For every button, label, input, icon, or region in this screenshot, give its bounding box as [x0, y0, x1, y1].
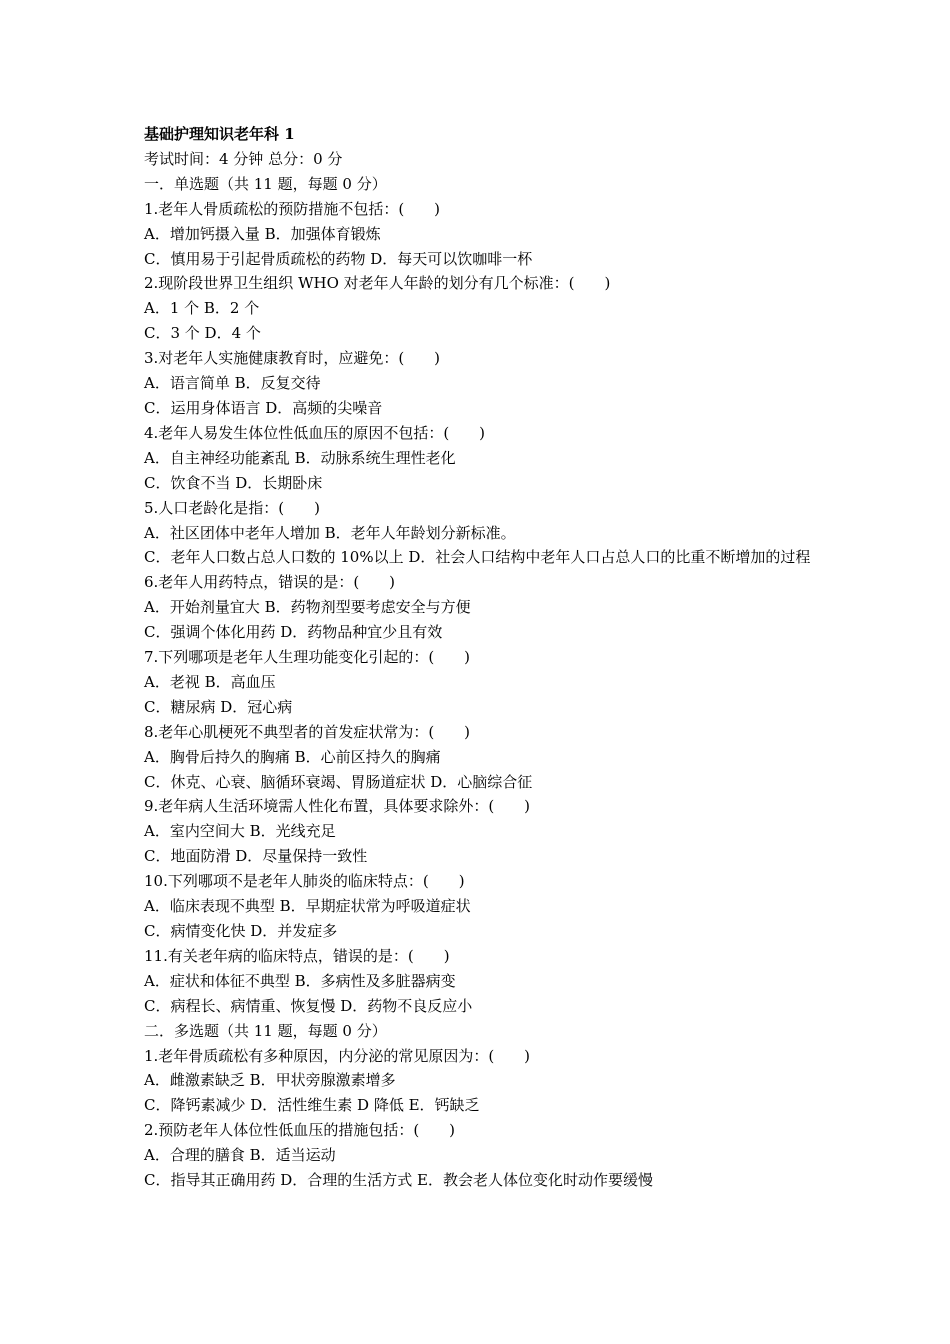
- options-9-cd: C．地面防滑 D．尽量保持一致性: [144, 847, 368, 866]
- options-5-ab: A．社区团体中老年人增加 B．老年人年龄划分新标准。: [144, 523, 516, 542]
- options-3-cd: C．运用身体语言 D．高频的尖噪音: [144, 398, 383, 417]
- question-9: 9.老年病人生活环境需人性化布置，具体要求除外：( ): [144, 797, 531, 816]
- multi-options-2-cde: C．指导其正确用药 D．合理的生活方式 E．教会老人体位变化时动作要缓慢: [144, 1171, 653, 1190]
- multi-options-1-cde: C．降钙素减少 D．活性维生素 D 降低 E．钙缺乏: [144, 1096, 480, 1115]
- options-10-ab: A．临床表现不典型 B．早期症状常为呼吸道症状: [144, 897, 471, 916]
- question-5: 5.人口老龄化是指：( ): [144, 498, 321, 517]
- options-9-ab: A．室内空间大 B．光线充足: [144, 822, 336, 841]
- options-6-cd: C．强调个体化用药 D．药物品种宜少且有效: [144, 623, 443, 642]
- question-8: 8.老年心肌梗死不典型者的首发症状常为：( ): [144, 722, 471, 741]
- options-11-cd: C．病程长、病情重、恢复慢 D．药物不良反应小: [144, 996, 473, 1015]
- question-10: 10.下列哪项不是老年人肺炎的临床特点：( ): [144, 872, 465, 891]
- question-3: 3.对老年人实施健康教育时，应避免：( ): [144, 349, 441, 368]
- question-6: 6.老年人用药特点，错误的是：( ): [144, 573, 396, 592]
- options-8-ab: A．胸骨后持久的胸痛 B．心前区持久的胸痛: [144, 747, 441, 766]
- document-title: 基础护理知识老年科 1: [144, 125, 295, 143]
- options-11-ab: A．症状和体征不典型 B．多病性及多脏器病变: [144, 971, 456, 990]
- question-4: 4.老年人易发生体位性低血压的原因不包括：( ): [144, 423, 486, 442]
- exam-info: 考试时间：4 分钟 总分：0 分: [144, 149, 343, 168]
- options-4-ab: A．自主神经功能紊乱 B．动脉系统生理性老化: [144, 448, 456, 467]
- options-2-cd: C．3 个 D．4 个: [144, 324, 261, 343]
- options-1-cd: C．慎用易于引起骨质疏松的药物 D．每天可以饮咖啡一杯: [144, 249, 533, 268]
- document-page: [144, 122, 824, 1193]
- multi-options-1-ab: A．雌激素缺乏 B．甲状旁腺激素增多: [144, 1071, 396, 1090]
- multi-options-2-ab: A．合理的膳食 B．适当运动: [144, 1146, 336, 1165]
- multi-question-1: 1.老年骨质疏松有多种原因，内分泌的常见原因为：( ): [144, 1046, 531, 1065]
- options-2-ab: A．1 个 B．2 个: [144, 299, 260, 318]
- options-4-cd: C．饮食不当 D．长期卧床: [144, 473, 323, 492]
- options-7-ab: A．老视 B．高血压: [144, 672, 276, 691]
- options-10-cd: C．病情变化快 D．并发症多: [144, 922, 338, 940]
- options-7-cd: C．糖尿病 D．冠心病: [144, 697, 293, 716]
- question-1: 1.老年人骨质疏松的预防措施不包括：( ): [144, 199, 441, 218]
- question-11: 11.有关老年病的临床特点，错误的是：( ): [144, 946, 450, 965]
- options-5-cd: C．老年人口数占总人口数的 10%以上 D．社会人口结构中老年人口占总人口的比重不断增加的过程: [144, 548, 811, 567]
- section-heading-single-choice: 一．单选题（共 11 题，每题 0 分）: [144, 174, 387, 193]
- question-7: 7.下列哪项是老年人生理功能变化引起的：( ): [144, 648, 471, 667]
- options-6-ab: A．开始剂量宜大 B．药物剂型要考虑安全与方便: [144, 598, 471, 617]
- options-3-ab: A．语言简单 B．反复交待: [144, 374, 321, 393]
- section-heading-multiple-choice: 二．多选题（共 11 题，每题 0 分）: [144, 1021, 387, 1040]
- options-8-cd: C．休克、心衰、脑循环衰竭、胃肠道症状 D．心脑综合征: [144, 772, 533, 791]
- question-2: 2.现阶段世界卫生组织 WHO 对老年人年龄的划分有几个标准：( ): [144, 274, 611, 293]
- multi-question-2: 2.预防老年人体位性低血压的措施包括：( ): [144, 1121, 456, 1140]
- options-1-ab: A．增加钙摄入量 B．加强体育锻炼: [144, 224, 381, 243]
